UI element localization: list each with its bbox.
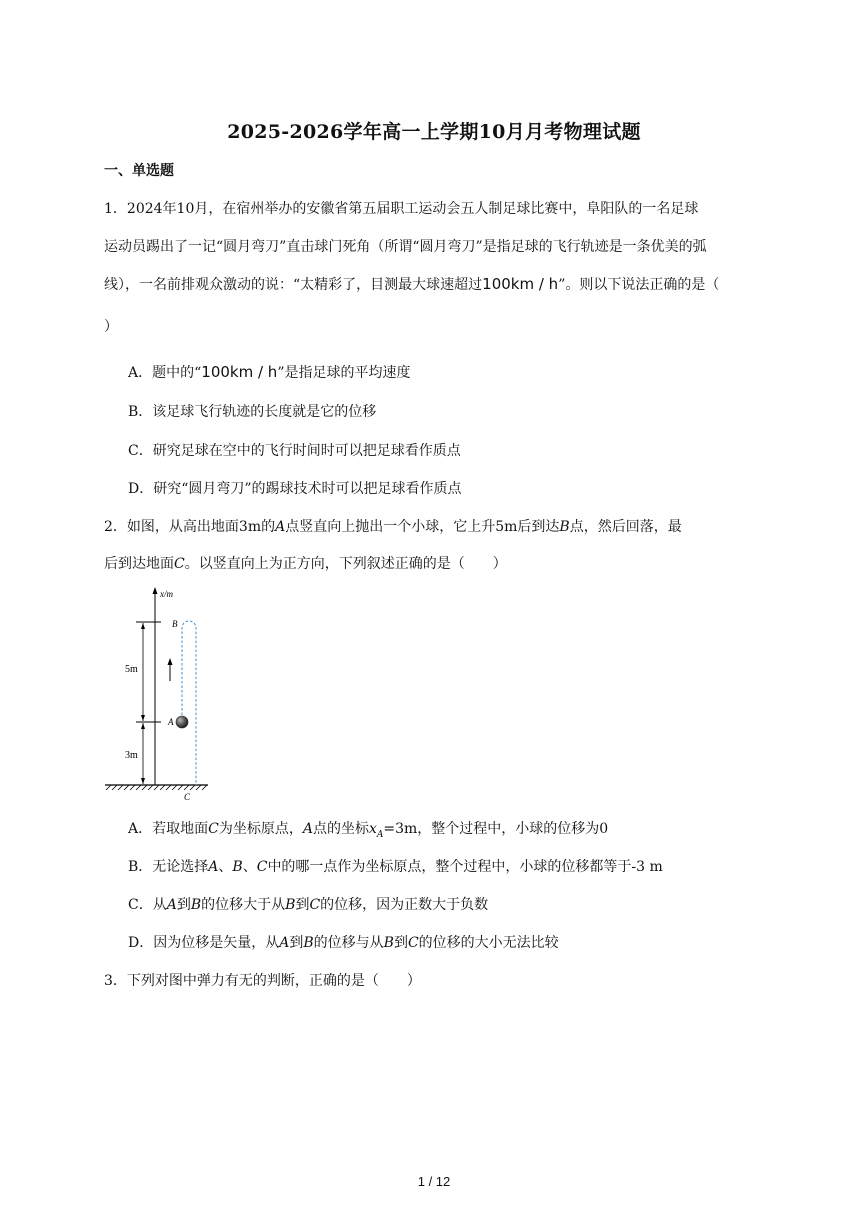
q2-option-d[interactable] — [128, 932, 559, 952]
q2d-text-2: 到 — [289, 935, 304, 951]
q1-line-3-tail: ”。则以下说法正确的是（ — [558, 277, 720, 293]
section-heading: 一、单选题 — [104, 163, 174, 179]
q2-text-2: 点竖直向上抛出一个小球，它上升5m后到达 — [285, 519, 560, 535]
q2b-point-c: C — [256, 859, 268, 875]
q2-text-3: 点，然后回落，最 — [569, 519, 682, 535]
q2c-point-b-2: B — [285, 897, 296, 913]
dim-lower-label: 3m — [125, 750, 138, 761]
q1-speed-value: 100km / h — [482, 275, 559, 293]
q2b-point-a: A — [208, 859, 219, 875]
q1-option-b[interactable]: B．该足球飞行轨迹的长度就是它的位移 — [128, 404, 377, 420]
q2c-point-c: C — [309, 897, 321, 913]
q2c-text-2: 到 — [176, 897, 191, 913]
q2-line-1 — [104, 516, 682, 536]
q2a-point-a: A — [302, 821, 313, 837]
q2-option-a[interactable] — [128, 818, 608, 840]
dim-upper-label: 5m — [125, 664, 138, 675]
q2b-sep-2: 、 — [242, 859, 257, 875]
q1-line-4: ） — [104, 319, 118, 335]
q1-line-2: 运动员踢出了一记“圆月弯刀”直击球门死角（所谓“圆月弯刀”是指足球的飞行轨迹是一条优美的弧 — [104, 239, 707, 255]
q2a-text-3: 点的坐标 — [312, 821, 369, 837]
q2-text-4: 后到达地面 — [104, 556, 174, 572]
q2-figure — [100, 585, 220, 805]
q1-line-3 — [104, 274, 719, 294]
ground-hatch — [106, 785, 207, 790]
q2c-point-a: A — [166, 897, 177, 913]
ball — [176, 716, 188, 728]
q3-line-1: 3．下列对图中弹力有无的判断，正确的是（ ） — [104, 973, 421, 989]
q2-option-b[interactable] — [128, 856, 663, 876]
q2d-point-c: C — [407, 935, 419, 951]
q2c-text-1: C．从 — [128, 897, 167, 913]
q1-option-d[interactable]: D．研究“圆月弯刀”的踢球技术时可以把足球看作质点 — [128, 481, 462, 497]
q2d-text-1: D．因为位移是矢量，从 — [128, 935, 280, 951]
q2d-text-4: 到 — [393, 935, 408, 951]
q2b-point-b: B — [232, 859, 243, 875]
page-number: 1 / 12 — [417, 1174, 451, 1189]
q2d-text-3: 的位移与从 — [313, 935, 384, 951]
trajectory-path — [182, 621, 196, 785]
q2a-text-4: =3m，整个过程中，小球的位移为0 — [383, 821, 609, 837]
q2a-x-subscript: A — [376, 829, 384, 840]
q2a-text-1: A．若取地面 — [128, 821, 209, 837]
q1-option-a-speed: 100km / h — [201, 363, 278, 381]
q2a-text-2: 为坐标原点， — [218, 821, 303, 837]
q2d-point-b-2: B — [383, 935, 394, 951]
q2b-text-1: B．无论选择 — [128, 859, 209, 875]
axis-label: x/m — [160, 589, 173, 599]
q2d-point-a: A — [279, 935, 290, 951]
q2a-x-symbol: x — [368, 821, 377, 837]
q2-text-1: 2．如图，从高出地面3m的 — [104, 519, 276, 535]
label-b: B — [172, 619, 178, 629]
q1-option-c[interactable]: C．研究足球在空中的飞行时间时可以把足球看作质点 — [128, 443, 461, 459]
q2d-point-b: B — [303, 935, 314, 951]
q1-option-a-post: ”是指足球的平均速度 — [277, 365, 411, 381]
label-a: A — [168, 717, 174, 727]
q2-line-2 — [104, 553, 507, 573]
q1-option-a-pre: A．题中的“ — [128, 365, 202, 381]
q2b-sep-1: 、 — [218, 859, 233, 875]
q2d-text-5: 的位移的大小无法比较 — [418, 935, 559, 951]
q2c-text-5: 的位移，因为正数大于负数 — [320, 897, 489, 913]
label-c: C — [184, 792, 191, 802]
q1-option-a[interactable] — [128, 362, 410, 382]
document-title: 2025-2026学年高一上学期10月月考物理试题 — [227, 121, 641, 143]
q1-line-3-text: 线），一名前排观众激动的说：“太精彩了，目测最大球速超过 — [104, 277, 483, 293]
q2-point-b: B — [559, 519, 570, 535]
q2b-text-2: 中的哪一点作为坐标原点，整个过程中，小球的位移都等于-3 m — [267, 859, 663, 875]
q2-option-c[interactable] — [128, 894, 488, 914]
axis-arrow-icon — [153, 587, 158, 594]
q2-point-c: C — [174, 556, 185, 572]
q2c-text-4: 到 — [295, 897, 310, 913]
q2a-point-c: C — [208, 821, 219, 837]
q2c-text-3: 的位移大于从 — [201, 897, 286, 913]
q2c-point-b: B — [190, 897, 202, 913]
q2-point-a: A — [275, 519, 286, 535]
q2-text-5: 。以竖直向上为正方向，下列叙述正确的是（ ） — [184, 556, 507, 572]
q1-line-1: 1．2024年10月，在宿州举办的安徽省第五届职工运动会五人制足球比赛中，阜阳队的一名足球 — [104, 201, 699, 217]
